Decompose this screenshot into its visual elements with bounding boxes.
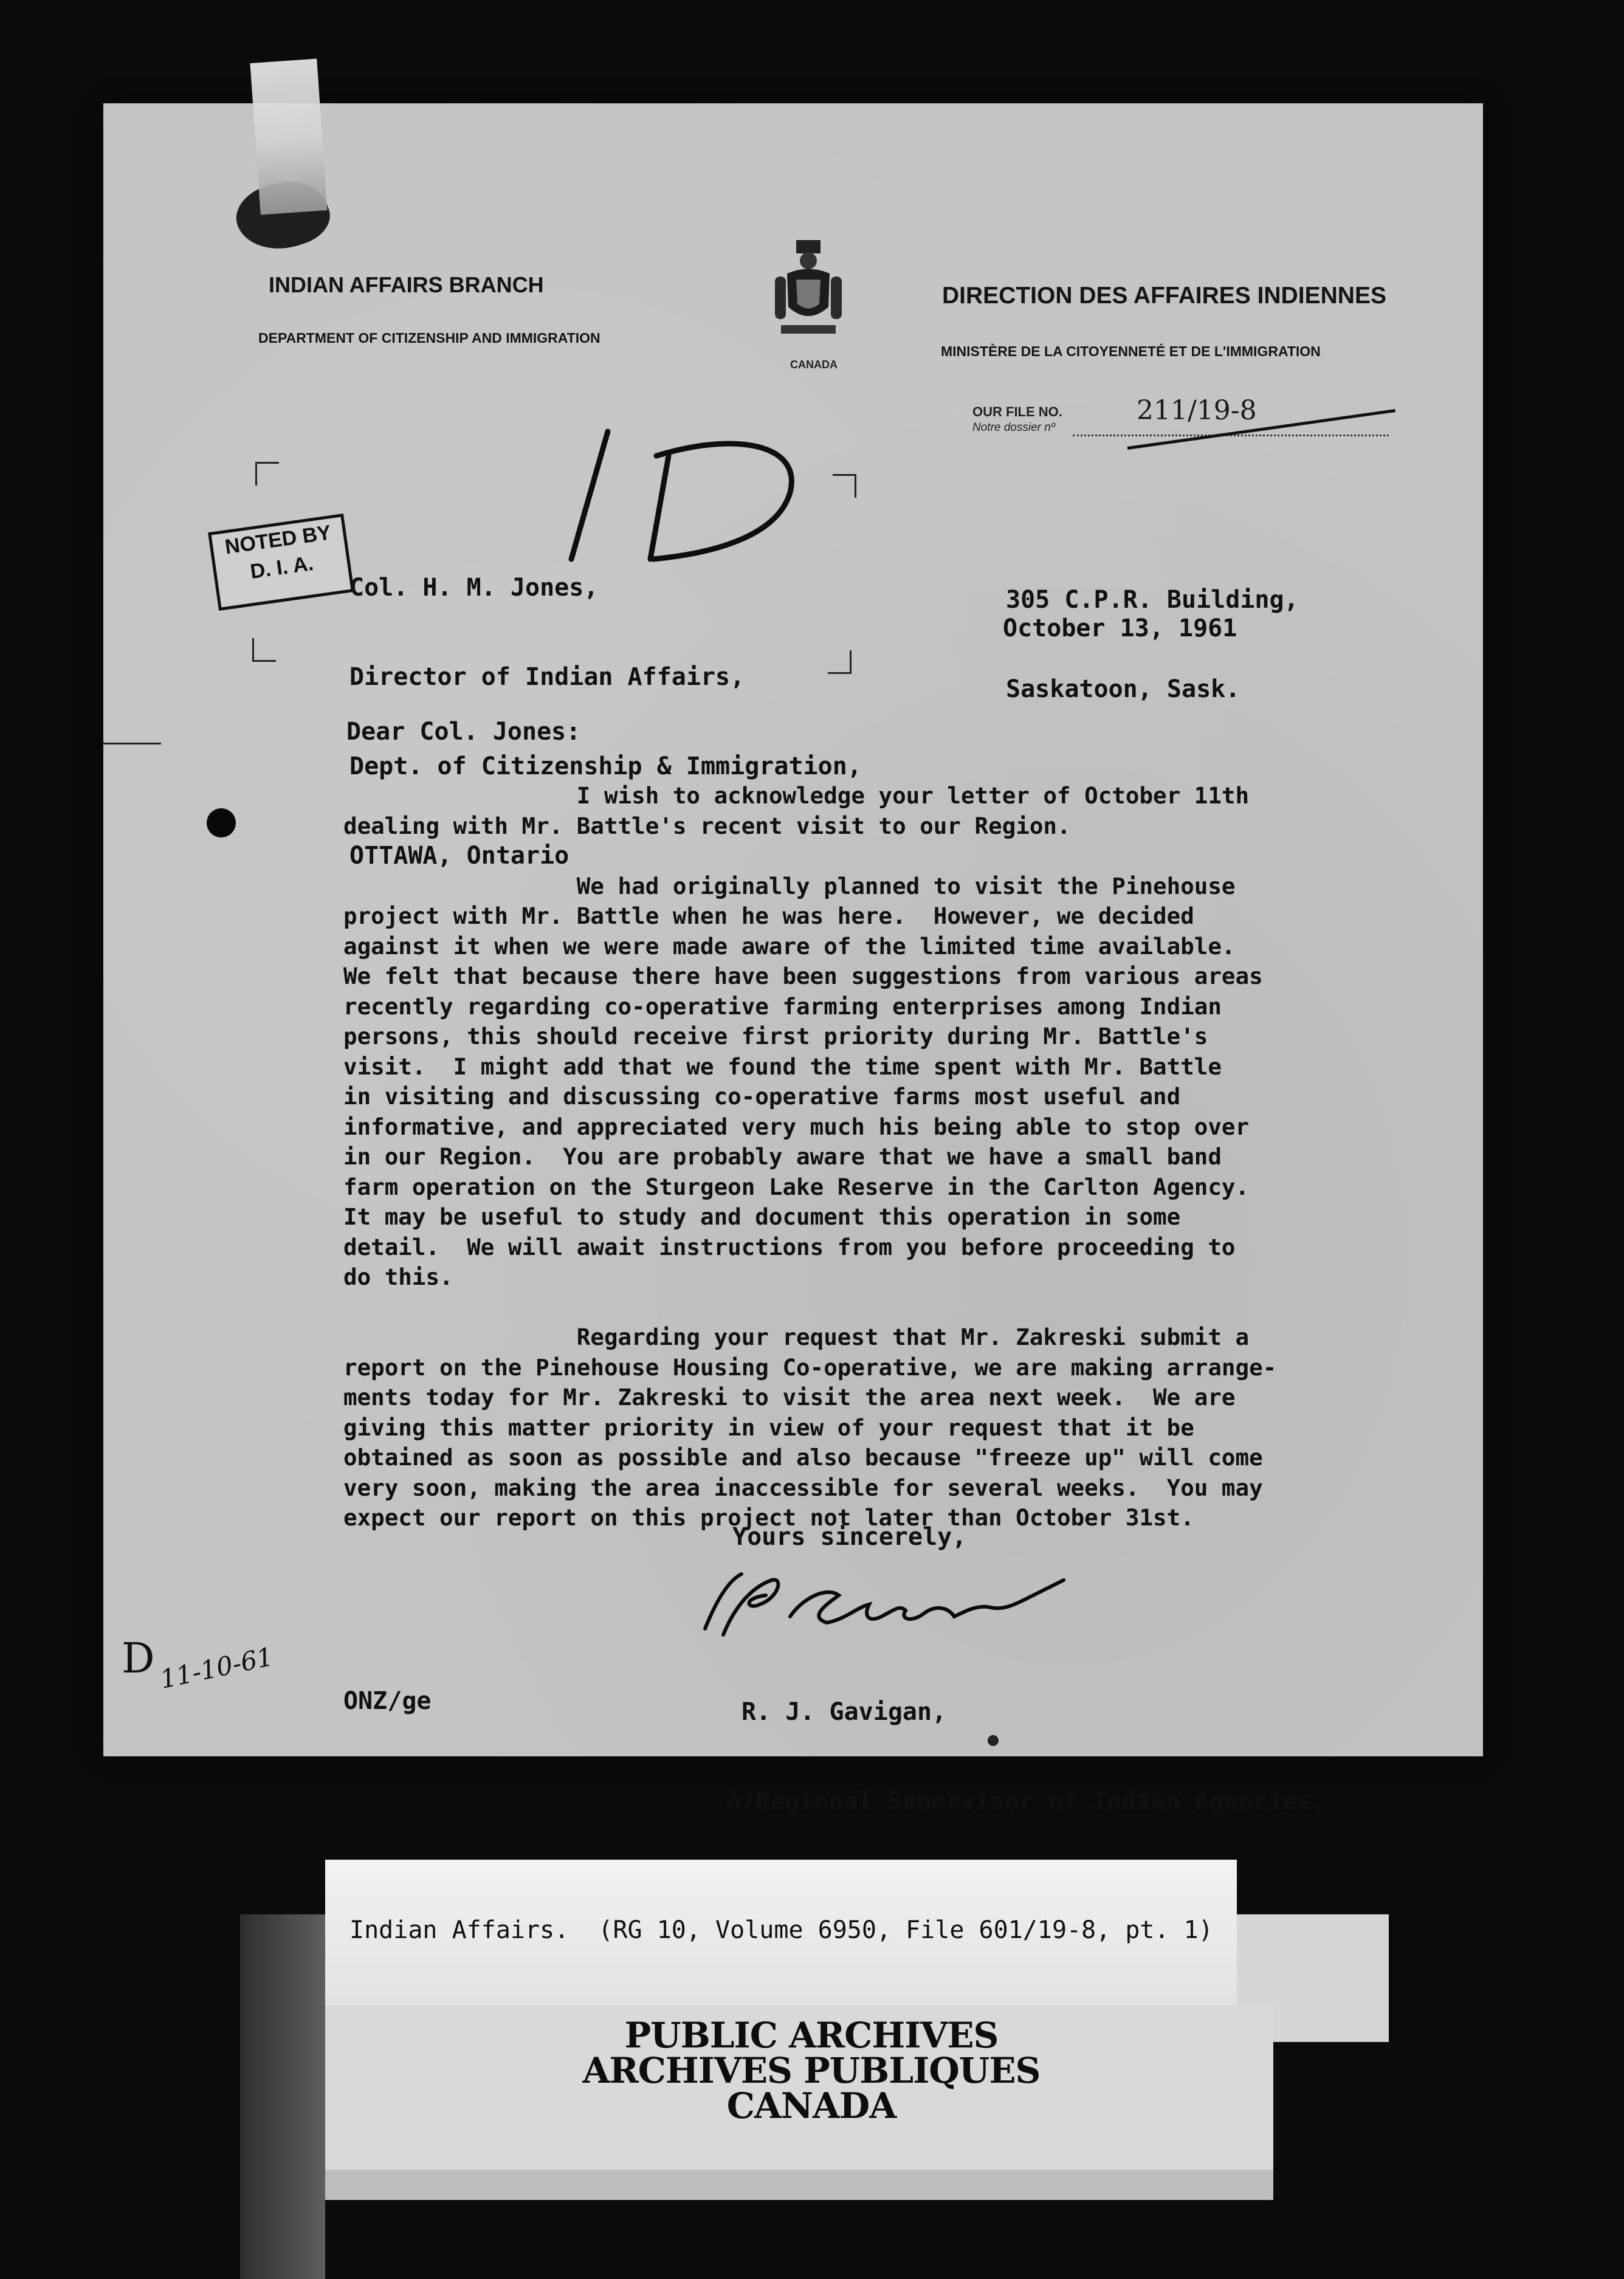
address-corner-bl: [252, 638, 276, 662]
handwritten-note-date: 11-10-61: [157, 1641, 276, 1695]
letterhead-left-subtitle: DEPARTMENT OF CITIZENSHIP AND IMMIGRATION: [258, 330, 600, 346]
body-line: giving this matter priority in view of your request that it be: [343, 1414, 1194, 1441]
body-line: persons, this should receive first priority during Mr. Battle's: [343, 1023, 1208, 1050]
body-line: We felt that because there have been suggestions from various areas: [343, 963, 1263, 989]
body-line: very soon, making the area inaccessible for several weeks. You may: [343, 1474, 1263, 1501]
archive-stamp-line-3: CANADA: [726, 2085, 896, 2126]
sender-address-line-2: Saskatoon, Sask.: [1006, 675, 1240, 703]
body-line: We had originally planned to visit the Pinehouse: [343, 872, 1236, 899]
file-label-fr: Notre dossier nº: [972, 421, 1055, 434]
letterhead-right-title: DIRECTION DES AFFAIRES INDIENNES: [942, 283, 1386, 309]
body-line: recently regarding co-operative farming enterprises among Indian: [343, 992, 1222, 1020]
body-line: I wish to acknowledge your letter of October 11th: [343, 782, 1250, 809]
coat-of-arms-icon: [775, 240, 842, 337]
letterhead-right-subtitle: MINISTÈRE DE LA CITOYENNETÉ ET DE L'IMMIGRATION: [941, 343, 1321, 359]
crest-label: CANADA: [790, 359, 838, 371]
archive-reference: Indian Affairs. (RG 10, Volume 6950, File 601/19-8, pt. 1): [349, 1916, 1213, 1944]
letter-date: October 13, 1961: [1003, 614, 1237, 642]
stamp-line-1: NOTED BY: [223, 521, 332, 559]
recipient-line-1: Col. H. M. Jones,: [349, 574, 599, 602]
body-line: in visiting and discussing co-operative farms most useful and: [343, 1083, 1181, 1110]
closing: Yours sincerely,: [732, 1523, 967, 1551]
body-line: visit. I might add that we found the time spent with Mr. Battle: [343, 1053, 1222, 1080]
file-label-en: OUR FILE NO.: [972, 404, 1062, 419]
salutation: Dear Col. Jones:: [346, 718, 581, 746]
body-line: expect our report on this project not later than October 31st.: [343, 1504, 1194, 1531]
body-line: against it when we were made aware of the limited time available.: [343, 932, 1236, 960]
recipient-line-4: OTTAWA, Ontario: [349, 842, 569, 870]
body-line: [343, 841, 1276, 871]
body-line: [343, 1293, 1276, 1323]
body-line: report on the Pinehouse Housing Co-operative, we are making arrange-: [343, 1353, 1277, 1381]
body-line: It may be useful to study and document this operation in some: [343, 1203, 1181, 1230]
paper-speck: [988, 1735, 999, 1746]
letter-body: [343, 781, 1276, 1533]
recipient-line-3: Dept. of Citizenship & Immigration,: [349, 752, 862, 780]
body-line: Regarding your request that Mr. Zakreski submit a: [343, 1324, 1250, 1350]
body-line: obtained as soon as possible and also because "freeze up" will come: [343, 1444, 1263, 1471]
body-line: do this.: [343, 1263, 453, 1290]
recipient-line-2: Director of Indian Affairs,: [349, 663, 745, 691]
body-line: project with Mr. Battle when he was here. However, we decided: [343, 902, 1194, 929]
handwritten-note-letter: D: [122, 1635, 155, 1683]
letterhead-left-title: INDIAN AFFAIRS BRANCH: [269, 272, 544, 297]
body-line: detail. We will await instructions from you before proceeding to: [343, 1233, 1236, 1260]
fold-mark: [103, 743, 161, 744]
body-line: ments today for Mr. Zakreski to visit the area next week. We are: [343, 1384, 1236, 1411]
typist-initials: ONZ/ge: [343, 1687, 432, 1715]
adhesive-tape: [250, 58, 327, 215]
body-line: farm operation on the Sturgeon Lake Reserve in the Carlton Agency.: [343, 1173, 1250, 1200]
archive-stamp-line-1: PUBLIC ARCHIVES: [624, 2015, 999, 2056]
punch-hole: [207, 808, 236, 837]
stamp-line-2: D. I. A.: [249, 551, 315, 584]
signature-name: R. J. Gavigan,: [741, 1698, 947, 1726]
body-line: in our Region. You are probably aware that we have a small band: [343, 1143, 1222, 1170]
archive-stamp-line-2: ARCHIVES PUBLIQUES: [582, 2050, 1041, 2091]
signature-title: A/Regional Supervisor of Indian Agencies,: [726, 1787, 1327, 1815]
address-corner-tl: [255, 462, 279, 486]
body-line: informative, and appreciated very much his being able to stop over: [343, 1113, 1250, 1140]
file-number: 211/19-8: [1137, 395, 1257, 426]
archive-card-edge: [240, 1914, 325, 2279]
body-line: dealing with Mr. Battle's recent visit to our Region.: [343, 812, 1071, 839]
file-number-label: [972, 404, 1062, 436]
sender-address-line-1: 305 C.P.R. Building,: [1006, 586, 1299, 614]
archive-strip-bottom: [325, 2170, 1273, 2200]
